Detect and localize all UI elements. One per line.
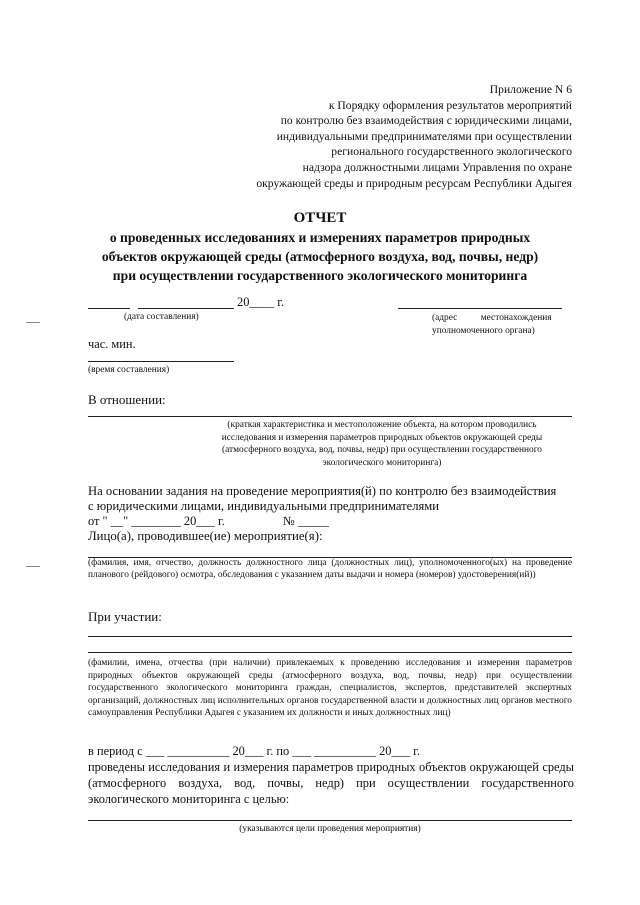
participation-label: При участии: <box>88 609 162 624</box>
time-label: час. мин. <box>88 337 136 351</box>
title-line: при осуществлении государственного экологического мониторинга <box>112 268 528 283</box>
header-block <box>256 82 572 191</box>
date-day-field[interactable] <box>88 308 130 309</box>
title-line: объектов окружающей среды (атмосферного воздуха, вод, почвы, недр) <box>101 249 539 264</box>
persons-caption: (фамилия, имя, отчество, должность должностного лица (должностных лиц), уполномоченного(ых) на проведение планового (рейдового) осмотра, обследования с указанием даты выдачи и номера (номеров) удостоверения(ий)) <box>88 558 572 581</box>
period-line: в период с ___ __________ 20___ г. по ___ __________ 20___ г. <box>88 744 420 758</box>
document-title: ОТЧЕТ <box>293 210 347 226</box>
margin-mark <box>26 322 40 323</box>
caption-line: (краткая характеристика и местоположение объекта, на котором проводились <box>227 420 537 430</box>
regarding-label: В отношении: <box>88 392 166 407</box>
participation-field[interactable] <box>88 652 572 653</box>
header-line: регионального государственного экологического <box>331 145 572 159</box>
period-text: проведены исследования и измерения параметров природных объектов окружающей среды (атмосферного воздуха, вод, почвы, недр) при осуществлении государственного экологического мониторинга с целью: <box>88 760 574 806</box>
participation-field[interactable] <box>88 636 572 637</box>
regarding-caption <box>172 419 592 469</box>
header-line: Приложение N 6 <box>489 83 572 96</box>
participation-caption: (фамилии, имена, отчества (при наличии) привлекаемых к проведению исследования и измерения параметров природных объектов окружающей среды (атмосферного воздуха, вод, почвы, недр) при осуществлении государственного экологического мониторинга граждан, специалистов, экспертов, представителей экспертных организаций, должностных лиц исполнительных органов государственной власти и должностных лиц органов местного самоуправления Республики Адыгея с указанием их должности и иных должностных лиц) <box>88 658 572 719</box>
time-caption: (время составления) <box>88 365 170 375</box>
address-field[interactable] <box>398 308 562 309</box>
purpose-field[interactable] <box>88 820 572 821</box>
caption-line: (атмосферного воздуха, вод, почвы, недр) при осуществлении государственного <box>221 445 542 456</box>
date-month-field[interactable] <box>138 308 234 309</box>
purpose-caption: (указываются цели проведения мероприятия) <box>239 824 421 834</box>
caption-line: экологического мониторинга) <box>322 457 442 468</box>
task-number: № _____ <box>283 514 329 528</box>
header-line: к Порядку оформления результатов мероприятий <box>328 98 572 112</box>
header-line: по контролю без взаимодействия с юридическими лицами, <box>280 114 572 128</box>
title-line: о проведенных исследованиях и измерениях параметров природных <box>109 230 531 245</box>
time-field[interactable] <box>88 361 234 362</box>
date-year: 20____ г. <box>237 295 285 309</box>
address-caption: уполномоченного органа) <box>432 326 535 336</box>
header-line: индивидуальными предпринимателями при осуществлении <box>276 129 572 143</box>
basis-text: с юридическими лицами, индивидуальными предпринимателями <box>88 499 440 513</box>
header-line: окружающей среды и природным ресурсам Республики Адыгея <box>256 176 572 190</box>
task-date: от " __" ________ 20___ г. <box>88 514 225 528</box>
margin-mark <box>26 566 40 567</box>
date-caption: (дата составления) <box>124 312 199 322</box>
header-line: надзора должностными лицами Управления по охране <box>302 160 572 174</box>
address-caption: (адрес местонахождения <box>432 313 552 323</box>
caption-line: исследования и измерения параметров природных объектов окружающей среды <box>221 432 543 443</box>
basis-text: На основании задания на проведение мероприятия(й) по контролю без взаимодействия <box>88 484 557 498</box>
persons-label: Лицо(а), проводившее(ие) мероприятие(я): <box>88 529 323 543</box>
regarding-field[interactable] <box>88 416 572 417</box>
